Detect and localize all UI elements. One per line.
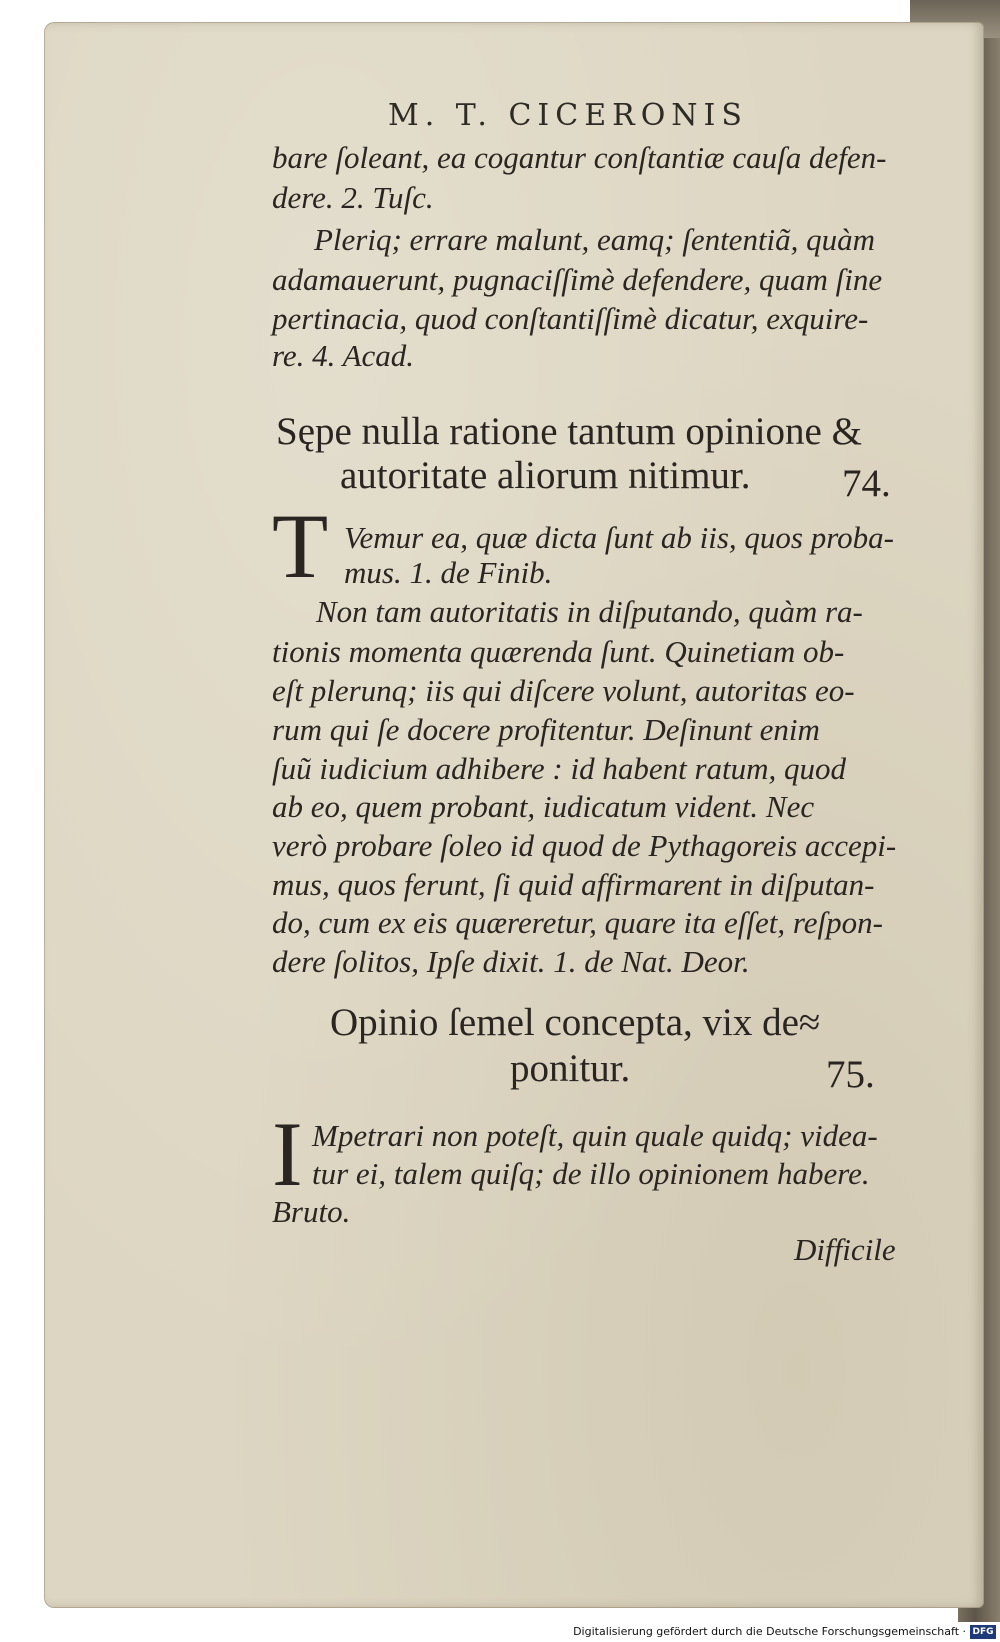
- section-heading: autoritate aliorum nitimur.: [340, 454, 751, 497]
- text-line: adamauerunt, pugnaciſſimè defendere, quam ſine: [272, 262, 883, 297]
- text-line: Mpetrari non poteſt, quin quale quidq; videa-: [312, 1118, 878, 1153]
- text-line: Vemur ea, quæ dicta ſunt ab iis, quos proba-: [344, 520, 894, 555]
- text-line: dere. 2. Tuſc.: [272, 180, 434, 215]
- text-line: mus, quos ferunt, ſi quid affirmarent in diſputan-: [272, 867, 875, 902]
- text-line: eſt plerunq; iis qui diſcere volunt, autoritas eo-: [272, 673, 855, 708]
- text-line: do, cum ex eis quæreretur, quare ita eſſet, reſpon-: [272, 905, 883, 940]
- text-line: tionis momenta quærenda ſunt. Quinetiam ob-: [272, 634, 845, 669]
- text-line: rum qui ſe docere profitentur. Deſinunt enim: [272, 712, 820, 747]
- text-line: tur ei, talem quiſq; de illo opinionem habere.: [312, 1156, 870, 1191]
- section-heading: Opinio ſemel concepta, vix de≈: [330, 1001, 821, 1044]
- text-line: ſuũ iudicium adhibere : id habent ratum, quod: [272, 751, 847, 786]
- drop-cap: I: [272, 1103, 303, 1205]
- text-line: Non tam autoritatis in diſputando, quàm ra-: [316, 594, 863, 629]
- text-line: re. 4. Acad.: [272, 338, 415, 373]
- text-line: Pleriq; errare malunt, eamq; ſententiã, quàm: [314, 222, 876, 257]
- text-line: bare ſoleant, ea cogantur conſtantiæ cauſa defen-: [272, 140, 887, 175]
- text-line: mus. 1. de Finib.: [344, 555, 553, 590]
- section-number: 74.: [842, 462, 891, 505]
- text-line: ab eo, quem probant, iudicatum vident. Nec: [272, 789, 815, 824]
- text-line: Bruto.: [272, 1194, 351, 1229]
- text-line: pertinacia, quod conſtantiſſimè dicatur, exquire-: [272, 301, 869, 336]
- digitization-footer: [0, 1622, 1000, 1642]
- running-header: M. T. CICERONIS: [388, 98, 748, 133]
- text-line: verò probare ſoleo id quod de Pythagoreis accepi-: [272, 828, 897, 863]
- section-number: 75.: [826, 1053, 875, 1096]
- section-heading: Sępe nulla ratione tantum opinione &: [276, 410, 862, 453]
- drop-cap: T: [272, 495, 329, 597]
- section-heading: ponitur.: [510, 1047, 631, 1090]
- text-line: dere ſolitos, Ipſe dixit. 1. de Nat. Deor.: [272, 944, 750, 979]
- catchword: Difficile: [794, 1232, 896, 1267]
- dfg-logo: DFG: [970, 1625, 996, 1639]
- footer-credit: Digitalisierung gefördert durch die Deutsche Forschungsgemeinschaft ·: [573, 1625, 966, 1638]
